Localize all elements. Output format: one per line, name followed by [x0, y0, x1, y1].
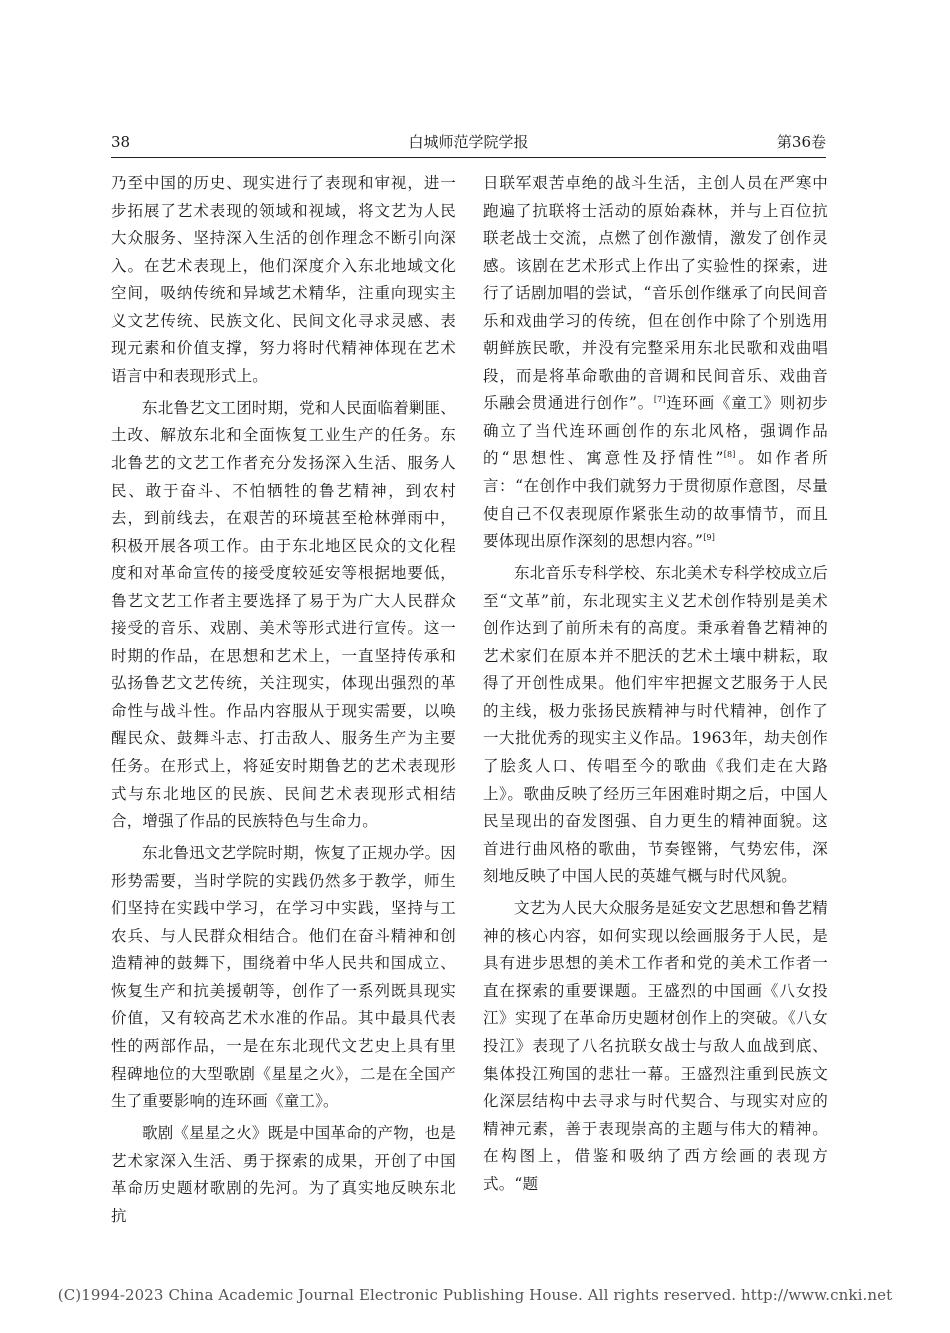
- running-header: [111, 131, 826, 153]
- paragraph: 乃至中国的历史、现实进行了表现和审视，进一步拓展了艺术表现的领域和视域，将文艺为人民大众服务、坚持深入生活的创作理念不断引向深入。在艺术表现上，他们深度介入东北地域文化空间，吸纳传统和异域艺术精华，注重向现实主义文艺传统、民族文化、民间文化寻求灵感、表现元素和价值支撑，努力将时代精神体现在艺术语言中和表现形式上。: [111, 174, 456, 385]
- paragraph: 歌剧《星星之火》既是中国革命的产物，也是艺术家深入生活、勇于探索的成果，开创了中国革命历史题材歌剧的先河。为了真实地反映东北抗: [111, 1124, 457, 1225]
- paragraph-text: 连环画《童工》则初步确立了当代连环画创作的东北风格，强调作品的“思想性、寓意性及抒情性”: [483, 394, 828, 468]
- page-number: 38: [111, 133, 131, 151]
- right-column: [483, 170, 828, 1203]
- citation-ref[interactable]: [7]: [653, 395, 666, 405]
- paragraph: [483, 170, 828, 556]
- left-column: [111, 170, 456, 1235]
- paragraph-text: 。如作者所言：“在创作中我们就努力于贯彻原作意图，尽量使自己不仅表现原作紧张生动的故事情节，而且要体现出原作深刻的思想内容。”: [483, 449, 828, 551]
- copyright-footer: (C)1994-2023 China Academic Journal Electronic Publishing House. All rights reserved. http://www.cnki.net: [57, 1286, 893, 1304]
- header-rule: [111, 157, 826, 158]
- paragraph: 东北鲁艺文工团时期，党和人民面临着剿匪、土改、解放东北和全面恢复工业生产的任务。东北鲁艺的文艺工作者充分发扬深入生活、服务人民、敢于奋斗、不怕牺牲的鲁艺精神，到农村去，到前线去，在艰苦的环境甚至枪林弹雨中，积极开展各项工作。由于东北地区民众的文化程度和对革命宣传的接受度较延安等根据地要低，鲁艺文艺工作者主要选择了易于为广大人民群众接受的音乐、戏剧、美术等形式进行宣传。这一时期的作品，在思想和艺术上，一直坚持传承和弘扬鲁艺文艺传统，关注现实，体现出强烈的革命性与战斗性。作品内容服从于现实需要，以唤醒民众、鼓舞斗志、打击敌人、服务生产为主要任务。在形式上，将延安时期鲁艺的艺术表现形式与东北地区的民族、民间艺术表现形式相结合，增强了作品的民族特色与生命力。: [111, 398, 457, 831]
- paragraph: 东北音乐专科学校、东北美术专科学校成立后至“文革”前，东北现实主义艺术创作特别是美术创作达到了前所未有的高度。秉承着鲁艺精神的艺术家们在原本并不肥沃的艺术土壤中耕耘，取得了开创性成果。他们牢牢把握文艺服务于人民的主线，极力张扬民族精神与时代精神，创作了一大批优秀的现实主义作品。1963年，劫夫创作了脍炙人口、传唱至今的歌曲《我们走在大路上》。歌曲反映了经历三年困难时期之后，中国人民呈现出的奋发图强、自力更生的精神面貌。这首进行曲风格的歌曲，节奏铿锵，气势宏伟，深刻地反映了中国人民的英雄气概与时代风貌。: [483, 564, 829, 886]
- paragraph: 文艺为人民大众服务是延安文艺思想和鲁艺精神的核心内容，如何实现以绘画服务于人民，是具有进步思想的美术工作者和党的美术工作者一直在探索的重要课题。王盛烈的中国画《八女投江》实现了在革命历史题材创作上的突破。《八女投江》表现了八名抗联女战士与敌人血战到底、集体投江殉国的悲壮一幕。王盛烈注重到民族文化深层结构中去寻求与时代契合、与现实对应的精神元素，善于表现崇高的主题与伟大的精神。在构图上，借鉴和吸纳了西方绘画的表现方式。“题: [483, 899, 829, 1193]
- paragraph-text: 日联军艰苦卓绝的战斗生活，主创人员在严寒中跑遍了抗联将士活动的原始森林，并与上百位抗联老战士交流，点燃了创作激情，激发了创作灵感。该剧在艺术形式上作出了实验性的探索，进行了话剧加唱的尝试，“音乐创作继承了向民间音乐和戏曲学习的传统，但在创作中除了个别选用朝鲜族民歌，并没有完整采用东北民歌和戏曲唱段，而是将革命歌曲的音调和民间音乐、戏曲音乐融会贯通进行创作”。: [483, 174, 828, 413]
- volume-label: 第36卷: [776, 133, 826, 151]
- citation-ref[interactable]: [9]: [703, 533, 716, 543]
- journal-title: 白城师范学院学报: [408, 133, 529, 151]
- citation-ref[interactable]: [8]: [723, 450, 736, 460]
- paragraph: 东北鲁迅文艺学院时期，恢复了正规办学。因形势需要，当时学院的实践仍然多于教学，师生们坚持在实践中学习，在学习中实践，坚持与工农兵、与人民群众相结合。他们在奋斗精神和创造精神的鼓舞下，围绕着中华人民共和国成立、恢复生产和抗美援朝等，创作了一系列既具现实价值，又有较高艺术水准的作品。其中最具代表性的两部作品，一是在东北现代文艺史上具有里程碑地位的大型歌剧《星星之火》，二是在全国产生了重要影响的连环画《童工》。: [111, 844, 457, 1111]
